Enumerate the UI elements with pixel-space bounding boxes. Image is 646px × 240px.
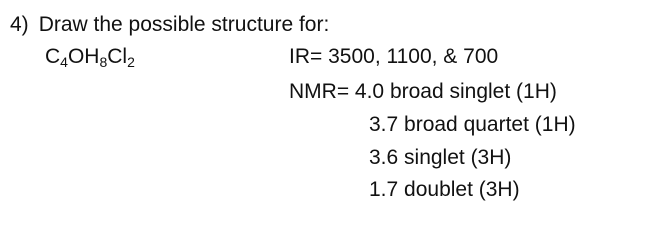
nmr-heading: NMR= 4.0 broad singlet (1H)	[289, 80, 557, 103]
formula-oh: OH	[67, 45, 100, 68]
nmr-peak: 3.7 broad quartet (1H)	[369, 113, 576, 136]
question-prompt: Draw the possible structure for:	[38, 13, 330, 36]
formula-chlorine: Cl	[107, 45, 128, 68]
formula-chlorine-count: 2	[127, 54, 135, 70]
nmr-peak: 3.6 singlet (3H)	[369, 146, 512, 169]
formula-carbon: C	[45, 45, 61, 68]
ir-data: IR= 3500, 1100, & 700	[289, 45, 499, 68]
question-heading	[10, 13, 329, 37]
nmr-peak: 1.7 doublet (3H)	[369, 178, 520, 201]
question-number: 4)	[10, 13, 29, 36]
formula-carbon-count: 4	[60, 54, 68, 70]
molecular-formula	[45, 45, 135, 69]
formula-hydrogen-count: 8	[99, 54, 108, 70]
